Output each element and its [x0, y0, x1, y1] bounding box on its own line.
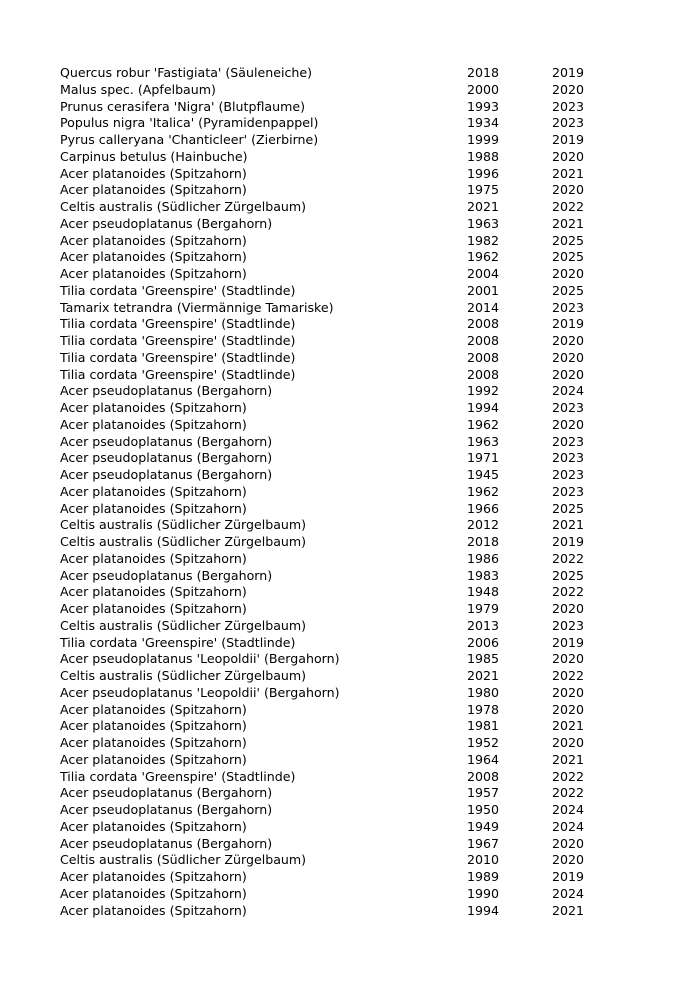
year-first: 2008	[467, 768, 500, 784]
tree-name: Acer pseudoplatanus (Bergahorn)	[60, 467, 273, 482]
table-row	[60, 735, 620, 752]
table-row	[60, 367, 620, 384]
tree-name: Acer pseudoplatanus (Bergahorn)	[60, 802, 273, 817]
year-second: 2020	[552, 148, 585, 164]
tree-name: Carpinus betulus (Hainbuche)	[60, 148, 248, 164]
tree-name: Acer pseudoplatanus 'Leopoldii' (Bergahorn)	[60, 651, 340, 667]
table-row	[60, 534, 620, 551]
year-second: 2021	[552, 215, 585, 231]
tree-name: Tilia cordata 'Greenspire' (Stadtlinde)	[60, 634, 296, 650]
year-first: 1950	[467, 802, 500, 817]
year-first: 1966	[467, 500, 500, 516]
year-second: 2020	[552, 701, 585, 717]
year-second: 2025	[552, 282, 585, 298]
year-first: 2014	[467, 299, 500, 315]
table-row	[60, 819, 620, 836]
table-row	[60, 417, 620, 434]
table-row	[60, 65, 620, 82]
tree-name: Pyrus calleryana 'Chanticleer' (Zierbirne)	[60, 132, 319, 147]
year-first: 1999	[467, 132, 500, 147]
year-second: 2019	[552, 869, 585, 884]
year-second: 2020	[552, 266, 585, 281]
table-row	[60, 802, 620, 819]
year-first: 2021	[467, 668, 500, 683]
table-row	[60, 836, 620, 853]
tree-name: Celtis australis (Südlicher Zürgelbaum)	[60, 617, 307, 633]
table-row	[60, 233, 620, 250]
year-first: 1957	[467, 785, 500, 801]
tree-name: Celtis australis (Südlicher Zürgelbaum)	[60, 668, 307, 683]
year-second: 2020	[552, 852, 585, 868]
table-row	[60, 283, 620, 300]
tree-name: Tilia cordata 'Greenspire' (Stadtlinde)	[60, 333, 296, 348]
year-second: 2020	[552, 349, 585, 365]
year-second: 2022	[552, 550, 585, 566]
table-row	[60, 517, 620, 534]
table-row	[60, 718, 620, 735]
year-first: 1949	[467, 818, 500, 834]
year-second: 2025	[552, 500, 585, 516]
year-first: 1978	[467, 701, 500, 717]
table-row	[60, 651, 620, 668]
table-row	[60, 467, 620, 484]
tree-name: Acer pseudoplatanus (Bergahorn)	[60, 835, 273, 851]
tree-name: Prunus cerasifera 'Nigra' (Blutpflaume)	[60, 98, 306, 114]
tree-name: Tilia cordata 'Greenspire' (Stadtlinde)	[60, 282, 296, 298]
tree-name: Celtis australis (Südlicher Zürgelbaum)	[60, 199, 307, 214]
table-row	[60, 300, 620, 317]
tree-name: Acer pseudoplatanus (Bergahorn)	[60, 450, 273, 466]
tree-name: Acer platanoides (Spitzahorn)	[60, 266, 247, 281]
year-second: 2022	[552, 584, 585, 600]
tree-name: Acer pseudoplatanus (Bergahorn)	[60, 215, 273, 231]
year-second: 2021	[552, 165, 585, 181]
year-second: 2025	[552, 567, 585, 583]
year-first: 2008	[467, 316, 500, 332]
tree-name: Acer pseudoplatanus 'Leopoldii' (Bergahorn)	[60, 684, 340, 700]
table-row	[60, 886, 620, 903]
year-first: 1945	[467, 467, 500, 482]
year-second: 2019	[552, 316, 585, 332]
year-second: 2022	[552, 668, 585, 683]
year-first: 1990	[467, 885, 500, 901]
table-row	[60, 869, 620, 886]
year-first: 1967	[467, 835, 500, 851]
year-first: 2000	[467, 81, 500, 97]
table-row	[60, 852, 620, 869]
tree-name: Acer platanoides (Spitzahorn)	[60, 165, 247, 181]
table-row	[60, 668, 620, 685]
tree-name: Populus nigra 'Italica' (Pyramidenpappel)	[60, 115, 319, 131]
year-first: 1963	[467, 433, 500, 449]
year-second: 2023	[552, 400, 585, 415]
tree-name: Tilia cordata 'Greenspire' (Stadtlinde)	[60, 366, 296, 382]
year-first: 1993	[467, 98, 500, 114]
year-first: 2013	[467, 617, 500, 633]
tree-name: Acer platanoides (Spitzahorn)	[60, 400, 247, 415]
table-row	[60, 216, 620, 233]
table-row	[60, 903, 620, 920]
table-row	[60, 249, 620, 266]
tree-name: Malus spec. (Apfelbaum)	[60, 81, 216, 97]
year-first: 1952	[467, 735, 500, 750]
year-second: 2019	[552, 132, 585, 147]
tree-name: Acer pseudoplatanus (Bergahorn)	[60, 433, 273, 449]
year-first: 1992	[467, 383, 500, 399]
year-first: 1985	[467, 651, 500, 667]
tree-name: Acer platanoides (Spitzahorn)	[60, 182, 247, 198]
table-row	[60, 785, 620, 802]
year-first: 2001	[467, 282, 500, 298]
year-second: 2021	[552, 517, 585, 533]
table-row	[60, 166, 620, 183]
year-second: 2024	[552, 802, 585, 817]
year-second: 2023	[552, 483, 585, 499]
tree-name: Tilia cordata 'Greenspire' (Stadtlinde)	[60, 349, 296, 365]
table-row	[60, 99, 620, 116]
table-row	[60, 551, 620, 568]
table-row	[60, 635, 620, 652]
year-first: 1962	[467, 249, 500, 265]
year-first: 2010	[467, 852, 500, 868]
tree-name: Acer platanoides (Spitzahorn)	[60, 416, 247, 432]
tree-name: Acer platanoides (Spitzahorn)	[60, 584, 247, 600]
table-row	[60, 266, 620, 283]
year-second: 2023	[552, 617, 585, 633]
year-first: 1986	[467, 550, 500, 566]
year-second: 2021	[552, 902, 585, 918]
year-first: 1962	[467, 416, 500, 432]
year-second: 2020	[552, 684, 585, 700]
table-row	[60, 618, 620, 635]
table-row	[60, 568, 620, 585]
year-first: 1948	[467, 584, 500, 600]
year-second: 2020	[552, 651, 585, 667]
year-first: 1994	[467, 400, 500, 415]
year-second: 2019	[552, 634, 585, 650]
table-row	[60, 685, 620, 702]
year-first: 2008	[467, 366, 500, 382]
year-second: 2019	[552, 65, 585, 80]
year-first: 1982	[467, 232, 500, 248]
year-first: 1983	[467, 567, 500, 583]
year-second: 2024	[552, 818, 585, 834]
year-second: 2023	[552, 467, 585, 482]
tree-name: Acer platanoides (Spitzahorn)	[60, 232, 247, 248]
year-second: 2020	[552, 416, 585, 432]
year-first: 2021	[467, 199, 500, 214]
year-first: 1975	[467, 182, 500, 198]
year-first: 2008	[467, 333, 500, 348]
table-row	[60, 702, 620, 719]
year-second: 2024	[552, 383, 585, 399]
table-row	[60, 199, 620, 216]
year-second: 2020	[552, 182, 585, 198]
year-first: 1980	[467, 684, 500, 700]
year-second: 2022	[552, 785, 585, 801]
year-second: 2023	[552, 433, 585, 449]
tree-name: Quercus robur 'Fastigiata' (Säuleneiche)	[60, 65, 313, 80]
table-row	[60, 484, 620, 501]
year-first: 1962	[467, 483, 500, 499]
table-row	[60, 333, 620, 350]
year-first: 2006	[467, 634, 500, 650]
year-first: 1964	[467, 751, 500, 767]
year-second: 2023	[552, 299, 585, 315]
year-first: 2018	[467, 534, 500, 549]
table-row	[60, 434, 620, 451]
table-row	[60, 350, 620, 367]
year-second: 2020	[552, 333, 585, 348]
year-first: 1963	[467, 215, 500, 231]
year-second: 2023	[552, 450, 585, 466]
table-row	[60, 115, 620, 132]
year-first: 2008	[467, 349, 500, 365]
table-row	[60, 769, 620, 786]
year-second: 2021	[552, 718, 585, 734]
year-first: 1996	[467, 165, 500, 181]
year-second: 2020	[552, 601, 585, 616]
tree-name: Celtis australis (Südlicher Zürgelbaum)	[60, 534, 307, 549]
year-first: 1971	[467, 450, 500, 466]
tree-name: Acer platanoides (Spitzahorn)	[60, 818, 247, 834]
year-second: 2020	[552, 735, 585, 750]
year-first: 1994	[467, 902, 500, 918]
table-row	[60, 82, 620, 99]
tree-name: Acer platanoides (Spitzahorn)	[60, 249, 247, 265]
table-row	[60, 584, 620, 601]
tree-name: Acer platanoides (Spitzahorn)	[60, 718, 247, 734]
year-second: 2020	[552, 835, 585, 851]
year-second: 2023	[552, 98, 585, 114]
tree-name: Tilia cordata 'Greenspire' (Stadtlinde)	[60, 316, 296, 332]
table-row	[60, 752, 620, 769]
year-second: 2020	[552, 366, 585, 382]
tree-name: Tilia cordata 'Greenspire' (Stadtlinde)	[60, 768, 296, 784]
year-second: 2022	[552, 199, 585, 214]
tree-name: Celtis australis (Südlicher Zürgelbaum)	[60, 517, 307, 533]
year-second: 2024	[552, 885, 585, 901]
year-first: 1988	[467, 148, 500, 164]
table-row	[60, 383, 620, 400]
table-row	[60, 450, 620, 467]
table-row	[60, 132, 620, 149]
tree-name: Acer platanoides (Spitzahorn)	[60, 550, 247, 566]
table-row	[60, 400, 620, 417]
tree-name: Celtis australis (Südlicher Zürgelbaum)	[60, 852, 307, 868]
table-row	[60, 182, 620, 199]
table-row	[60, 601, 620, 618]
tree-name: Acer platanoides (Spitzahorn)	[60, 902, 247, 918]
year-second: 2023	[552, 115, 585, 131]
year-first: 1989	[467, 869, 500, 884]
tree-name: Acer pseudoplatanus (Bergahorn)	[60, 785, 273, 801]
tree-name: Acer platanoides (Spitzahorn)	[60, 601, 247, 616]
table-row	[60, 316, 620, 333]
table-row	[60, 149, 620, 166]
year-first: 2004	[467, 266, 500, 281]
year-first: 2012	[467, 517, 500, 533]
tree-name: Acer platanoides (Spitzahorn)	[60, 500, 247, 516]
year-second: 2019	[552, 534, 585, 549]
tree-name: Tamarix tetrandra (Viermännige Tamariske)	[60, 299, 334, 315]
year-second: 2020	[552, 81, 585, 97]
tree-name: Acer platanoides (Spitzahorn)	[60, 701, 247, 717]
tree-name: Acer platanoides (Spitzahorn)	[60, 869, 247, 884]
year-second: 2025	[552, 232, 585, 248]
table-row	[60, 501, 620, 518]
year-first: 2018	[467, 65, 500, 80]
year-first: 1934	[467, 115, 500, 131]
tree-name: Acer pseudoplatanus (Bergahorn)	[60, 383, 273, 399]
year-first: 1979	[467, 601, 500, 616]
year-second: 2021	[552, 751, 585, 767]
tree-table	[60, 65, 620, 919]
year-second: 2022	[552, 768, 585, 784]
year-second: 2025	[552, 249, 585, 265]
year-first: 1981	[467, 718, 500, 734]
tree-name: Acer pseudoplatanus (Bergahorn)	[60, 567, 273, 583]
tree-name: Acer platanoides (Spitzahorn)	[60, 885, 247, 901]
tree-name: Acer platanoides (Spitzahorn)	[60, 751, 247, 767]
tree-name: Acer platanoides (Spitzahorn)	[60, 483, 247, 499]
tree-name: Acer platanoides (Spitzahorn)	[60, 735, 247, 750]
